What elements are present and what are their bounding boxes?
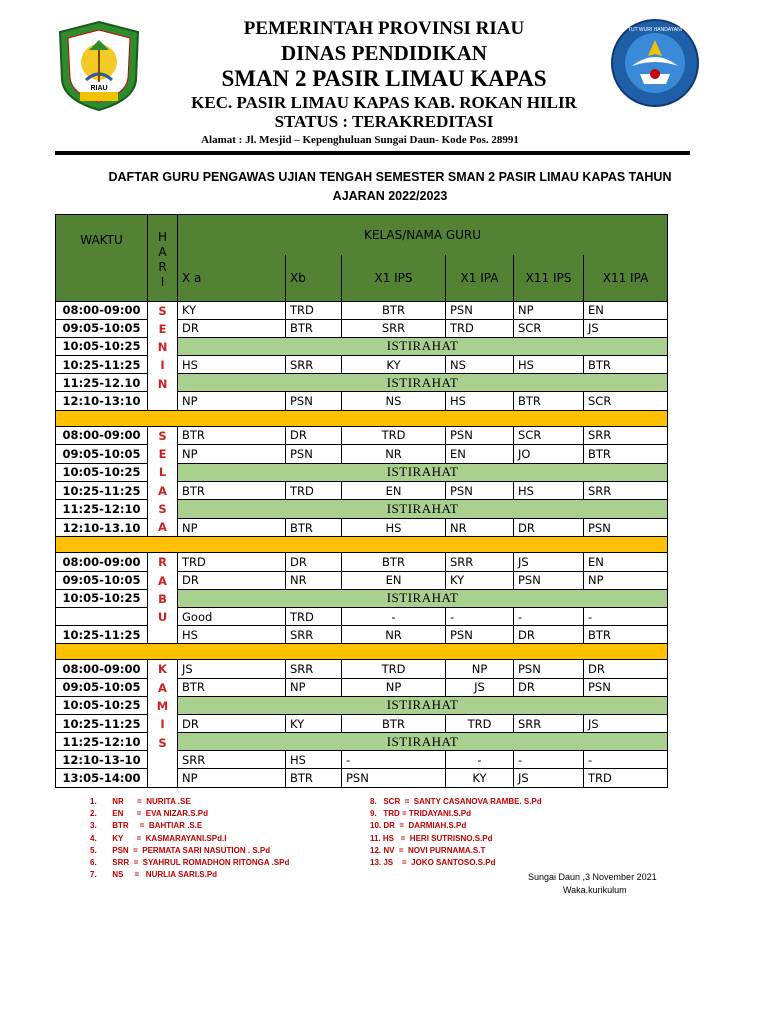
break-cell: ISTIRAHAT (178, 463, 668, 481)
teacher-cell: PSN (584, 678, 668, 696)
table-row (56, 714, 668, 732)
teacher-cell: TRD (178, 553, 286, 571)
teacher-cell: TRD (584, 769, 668, 787)
teacher-cell: SRR (584, 481, 668, 499)
table-row (56, 733, 668, 751)
teacher-cell: TRD (446, 319, 514, 337)
time-cell: 10:25-11:25 (56, 626, 148, 644)
legend-item: 8. SCR = SANTY CASANOVA RAMBE. S.Pd (370, 797, 542, 806)
column-header-4: X11 IPS (514, 255, 584, 301)
header-status: STATUS : TERAKREDITASI (274, 112, 494, 131)
legend-item: 13. JS = JOKO SANTOSO.S.Pd (370, 858, 496, 868)
legend-item: 7. NS = NURLIA SARI.S.Pd (90, 870, 218, 880)
legend-item: 5. PSN = PERMATA SARI NASUTION . S.Pd (90, 845, 271, 855)
signature-role: Waka.kurikulum (563, 885, 627, 895)
table-row (56, 553, 668, 571)
teacher-cell: HS (286, 751, 342, 769)
teacher-cell: DR (178, 571, 286, 589)
legend-item: 11. HS = HERI SUTRISNO.S.Pd (370, 833, 493, 843)
teacher-cell: DR (584, 660, 668, 678)
table-row (56, 426, 668, 444)
teacher-cell: JS (514, 553, 584, 571)
time-cell: 09:05-10:05 (56, 571, 148, 589)
teacher-cell: NP (342, 678, 446, 696)
teacher-cell: JS (584, 319, 668, 337)
riau-logo-text: RIAU (90, 85, 108, 92)
break-cell: ISTIRAHAT (178, 733, 668, 751)
table-row (56, 769, 668, 787)
table-row (56, 626, 668, 644)
header-waktu: WAKTU (56, 215, 148, 302)
column-header-3: X1 IPA (446, 255, 514, 301)
teacher-cell: NS (342, 392, 446, 410)
teacher-cell: PSN (446, 481, 514, 499)
teacher-cell: DR (514, 518, 584, 537)
table-row (56, 518, 668, 537)
teacher-cell: BTR (286, 518, 342, 537)
header-government: PEMERINTAH PROVINSI RIAU (243, 18, 525, 39)
teacher-cell: SRR (286, 626, 342, 644)
legend-right (370, 796, 542, 869)
day-separator (56, 537, 668, 553)
teacher-cell: EN (584, 553, 668, 571)
schedule-table (55, 214, 668, 788)
table-row (56, 337, 668, 355)
teacher-cell: SRR (286, 660, 342, 678)
header-kelas: KELAS/NAMA GURU (178, 215, 668, 256)
teacher-cell: NP (286, 678, 342, 696)
teacher-cell: PSN (342, 769, 446, 787)
teacher-cell: NR (286, 571, 342, 589)
teacher-cell: PSN (514, 571, 584, 589)
teacher-cell: SCR (514, 319, 584, 337)
teacher-cell: KY (286, 714, 342, 732)
teacher-cell: - (514, 751, 584, 769)
teacher-cell: KY (178, 301, 286, 319)
teacher-cell: NP (178, 769, 286, 787)
legend-item: 12. NV = NOVI PURNAMA.S.T (370, 845, 486, 855)
day-cell: R A B U (148, 553, 178, 644)
teacher-cell: NR (342, 626, 446, 644)
table-row (56, 463, 668, 481)
teacher-cell: TRD (286, 607, 342, 625)
teacher-cell: SRR (342, 319, 446, 337)
document-title-line2: AJARAN 2022/2023 (332, 189, 448, 203)
teacher-cell: PSN (446, 626, 514, 644)
column-header-5: X11 IPA (584, 255, 668, 301)
teacher-cell: JO (514, 445, 584, 463)
break-cell: ISTIRAHAT (178, 337, 668, 355)
time-cell: 12:10-13-10 (56, 751, 148, 769)
legend-item: 1. NR = NURITA .SE (90, 797, 191, 806)
legend-item: 6. SRR = SYAHRUL ROMADHON RITONGA .SPd (90, 858, 290, 868)
teacher-cell: NP (178, 518, 286, 537)
teacher-cell: EN (446, 445, 514, 463)
column-header-0: X a (178, 255, 286, 301)
break-cell: ISTIRAHAT (178, 374, 668, 392)
teacher-cell: BTR (514, 392, 584, 410)
table-row (56, 481, 668, 499)
table-row (56, 751, 668, 769)
time-cell: 10:05-10:25 (56, 696, 148, 714)
teacher-cell: - (342, 751, 446, 769)
teacher-cell: SCR (514, 426, 584, 444)
legend-item: 2. EN = EVA NIZAR.S.Pd (90, 809, 209, 819)
time-cell: 08:00-09:00 (56, 660, 148, 678)
time-cell: 09:05-10:05 (56, 445, 148, 463)
teacher-cell: KY (446, 769, 514, 787)
teacher-cell: SRR (584, 426, 668, 444)
header-divider (55, 151, 690, 155)
teacher-cell: BTR (584, 356, 668, 374)
teacher-cell: NR (446, 518, 514, 537)
teacher-cell: Good (178, 607, 286, 625)
teacher-cell: HS (342, 518, 446, 537)
header-address: Alamat : Jl. Mesjid – Kepenghuluan Sungai Daun- Kode Pos. 28991 (201, 134, 519, 146)
table-header-row (56, 215, 668, 256)
teacher-cell: TRD (342, 426, 446, 444)
day-separator (56, 410, 668, 426)
break-cell: ISTIRAHAT (178, 696, 668, 714)
table-row (56, 696, 668, 714)
teacher-cell: TRD (286, 481, 342, 499)
teacher-cell: - (584, 607, 668, 625)
teacher-cell: HS (514, 481, 584, 499)
teacher-cell: SRR (286, 356, 342, 374)
teacher-cell: - (446, 751, 514, 769)
break-cell: ISTIRAHAT (178, 589, 668, 607)
document-title-line1: DAFTAR GURU PENGAWAS UJIAN TENGAH SEMESTER SMAN 2 PASIR LIMAU KAPAS TAHUN (108, 170, 672, 184)
teacher-cell: PSN (286, 445, 342, 463)
teacher-cell: NP (584, 571, 668, 589)
day-cell: S E L A S A (148, 426, 178, 537)
time-cell: 10:25-11:25 (56, 356, 148, 374)
teacher-cell: PSN (514, 660, 584, 678)
table-row (56, 374, 668, 392)
teacher-cell: - (342, 607, 446, 625)
teacher-cell: BTR (342, 301, 446, 319)
teacher-cell: BTR (178, 678, 286, 696)
legend-item: 3. BTR = BAHTIAR .S.E (90, 821, 203, 831)
day-cell: K A M I S (148, 660, 178, 787)
teacher-cell: EN (342, 481, 446, 499)
teacher-cell: JS (584, 714, 668, 732)
teacher-cell: HS (178, 626, 286, 644)
time-cell: 10:25-11:25 (56, 481, 148, 499)
table-row (56, 571, 668, 589)
teacher-cell: PSN (446, 301, 514, 319)
legend-item: 9. TRD = TRIDAYANI.S.Pd (370, 809, 471, 819)
teacher-cell: KY (446, 571, 514, 589)
time-cell: 11:25-12:10 (56, 733, 148, 751)
teacher-cell: SRR (514, 714, 584, 732)
time-cell: 08:00-09:00 (56, 301, 148, 319)
teacher-cell: KY (342, 356, 446, 374)
time-cell: 10:05-10:25 (56, 589, 148, 607)
table-row (56, 589, 668, 607)
time-cell: 10:05-10:25 (56, 463, 148, 481)
column-header-2: X1 IPS (342, 255, 446, 301)
teacher-cell: BTR (286, 769, 342, 787)
teacher-cell: EN (342, 571, 446, 589)
teacher-cell: SCR (584, 392, 668, 410)
teacher-cell: DR (514, 626, 584, 644)
teacher-cell: TRD (286, 301, 342, 319)
time-cell (56, 607, 148, 625)
teacher-cell: DR (178, 714, 286, 732)
teacher-cell: BTR (342, 714, 446, 732)
teacher-cell: SRR (178, 751, 286, 769)
time-cell: 10:05-10:25 (56, 337, 148, 355)
time-cell: 12:10-13.10 (56, 518, 148, 537)
legend-item: 10. DR = DARMIAH.S.Pd (370, 821, 467, 831)
teacher-cell: BTR (178, 481, 286, 499)
tut-wuri-logo-text: TUT WURI HANDAYANI (627, 27, 683, 33)
day-cell: S E N I N (148, 301, 178, 410)
table-row (56, 678, 668, 696)
table-row (56, 392, 668, 410)
teacher-cell: NP (514, 301, 584, 319)
teacher-cell: BTR (584, 626, 668, 644)
column-header-1: Xb (286, 255, 342, 301)
teacher-cell: PSN (286, 392, 342, 410)
table-row (56, 319, 668, 337)
time-cell: 08:00-09:00 (56, 553, 148, 571)
teacher-cell: PSN (584, 518, 668, 537)
teacher-cell: NS (446, 356, 514, 374)
time-cell: 11:25-12.10 (56, 374, 148, 392)
header-hari: H A R I (148, 215, 178, 302)
teacher-cell: DR (286, 426, 342, 444)
teacher-cell: - (584, 751, 668, 769)
teacher-cell: EN (584, 301, 668, 319)
teacher-cell: BTR (584, 445, 668, 463)
teacher-cell: HS (446, 392, 514, 410)
teacher-cell: DR (514, 678, 584, 696)
teacher-cell: TRD (342, 660, 446, 678)
table-row (56, 500, 668, 518)
teacher-cell: BTR (286, 319, 342, 337)
teacher-cell: NP (178, 392, 286, 410)
header-district: KEC. PASIR LIMAU KAPAS KAB. ROKAN HILIR (191, 93, 577, 112)
time-cell: 11:25-12:10 (56, 500, 148, 518)
teacher-cell: JS (514, 769, 584, 787)
teacher-cell: NR (342, 445, 446, 463)
break-cell: ISTIRAHAT (178, 500, 668, 518)
table-row (56, 660, 668, 678)
teacher-cell: - (514, 607, 584, 625)
table-row (56, 607, 668, 625)
time-cell: 08:00-09:00 (56, 426, 148, 444)
teacher-cell: NP (178, 445, 286, 463)
time-cell: 09:05-10:05 (56, 319, 148, 337)
day-separator (56, 644, 668, 660)
time-cell: 09:05-10:05 (56, 678, 148, 696)
teacher-cell: JS (178, 660, 286, 678)
teacher-cell: HS (178, 356, 286, 374)
time-cell: 12:10-13:10 (56, 392, 148, 410)
table-row (56, 301, 668, 319)
teacher-cell: HS (514, 356, 584, 374)
teacher-cell: - (446, 607, 514, 625)
table-row (56, 356, 668, 374)
teacher-cell: SRR (446, 553, 514, 571)
time-cell: 13:05-14:00 (56, 769, 148, 787)
teacher-cell: DR (286, 553, 342, 571)
teacher-cell: JS (446, 678, 514, 696)
teacher-cell: BTR (178, 426, 286, 444)
header-department: DINAS PENDIDIKAN (281, 41, 487, 65)
table-row (56, 445, 668, 463)
legend-item: 4. KY = KASMARAYANI.SPd.I (90, 833, 227, 843)
time-cell: 10:25-11:25 (56, 714, 148, 732)
teacher-cell: BTR (342, 553, 446, 571)
teacher-cell: PSN (446, 426, 514, 444)
teacher-cell: DR (178, 319, 286, 337)
teacher-cell: TRD (446, 714, 514, 732)
header-school-name: SMAN 2 PASIR LIMAU KAPAS (221, 66, 547, 91)
teacher-cell: NP (446, 660, 514, 678)
signature-place-date: Sungai Daun ,3 November 2021 (528, 872, 657, 882)
legend-left (90, 796, 289, 881)
